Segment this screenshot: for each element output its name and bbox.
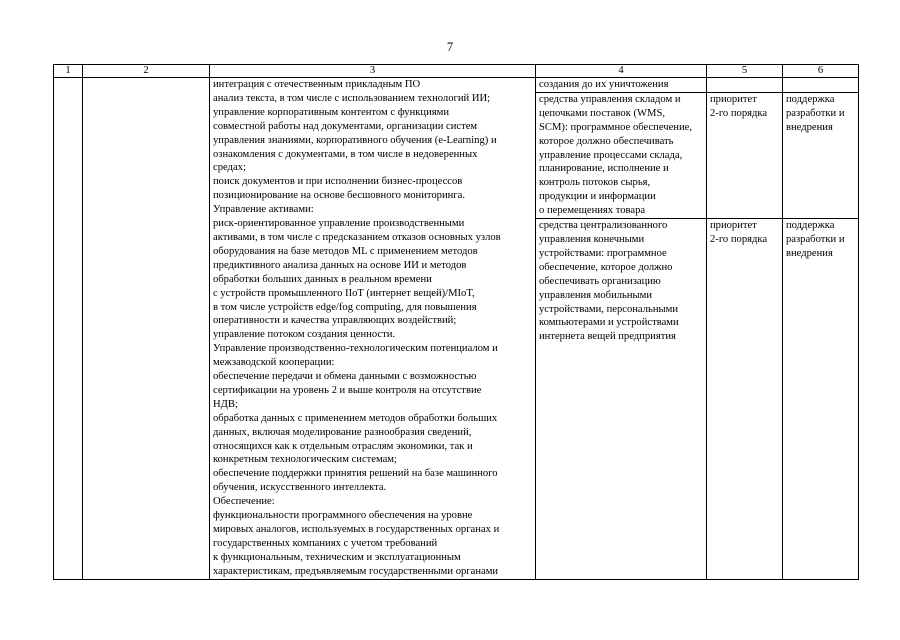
text-line: компьютерами и устройствами bbox=[539, 317, 679, 329]
text-line: предиктивного анализа данных на основе ИИ и методов bbox=[213, 259, 467, 271]
text-line: цепочками поставок (WMS, bbox=[539, 107, 666, 119]
table-row bbox=[54, 78, 859, 93]
text-line: поиск документов и при исполнении бизнес-процессов bbox=[213, 176, 463, 188]
text-line: приоритет bbox=[710, 220, 757, 232]
col4-continued-lines bbox=[539, 78, 703, 92]
cell-col4-mdm bbox=[536, 219, 707, 580]
cell-col3-description bbox=[210, 78, 536, 580]
cell-col6-continued bbox=[783, 78, 859, 93]
text-line: анализ текста, в том числе с использованием технологий ИИ; bbox=[213, 92, 491, 104]
column-header-3: 3 bbox=[210, 65, 536, 78]
text-line: контроль потоков сырья, bbox=[539, 177, 651, 189]
support-lines bbox=[786, 219, 855, 261]
priority-lines bbox=[710, 93, 779, 121]
text-line: обеспечение, которое должно bbox=[539, 261, 673, 273]
text-line: обеспечение поддержки принятия решений на базе машинного bbox=[213, 468, 498, 480]
wms-scm-lines bbox=[539, 93, 703, 218]
column-header-5: 5 bbox=[707, 65, 783, 78]
text-line: которое должно обеспечивать bbox=[539, 135, 674, 147]
support-lines bbox=[786, 93, 855, 135]
text-line: поддержка bbox=[786, 220, 835, 232]
cell-col4-wms bbox=[536, 92, 707, 218]
cell-col5-continued bbox=[707, 78, 783, 93]
text-line: обработки больших данных в реальном времени bbox=[213, 273, 432, 285]
cell-col4-continued bbox=[536, 78, 707, 93]
text-line: управления конечными bbox=[539, 233, 645, 245]
text-line: обучения, искусственного интеллекта. bbox=[213, 482, 387, 494]
priority-lines bbox=[710, 219, 779, 247]
text-line: функциональности программного обеспечения на уровне bbox=[213, 510, 473, 522]
text-line: 2-го порядка bbox=[710, 107, 768, 119]
text-line: средства централизованного bbox=[539, 220, 668, 232]
text-line: государственных компаниях с учетом требований bbox=[213, 537, 438, 549]
cell-col2 bbox=[83, 78, 210, 580]
text-line: средах; bbox=[213, 162, 246, 174]
text-line: мировых аналогов, используемых в государственных органах и bbox=[213, 524, 500, 535]
text-line: данных, включая моделирование разнообразия сведений, bbox=[213, 426, 472, 438]
text-line: управления мобильными bbox=[539, 289, 653, 301]
text-line: Обеспечение: bbox=[213, 496, 275, 508]
text-line: устройствами, персональными bbox=[539, 303, 678, 315]
text-line: приоритет bbox=[710, 93, 757, 105]
text-line: управление потоком создания ценности. bbox=[213, 329, 396, 341]
cell-col1 bbox=[54, 78, 83, 580]
text-line: управление корпоративным контентом с функциями bbox=[213, 106, 449, 118]
text-line: риск-ориентированное управление производственными bbox=[213, 218, 465, 230]
description-lines bbox=[213, 78, 532, 579]
text-line: Управление активами: bbox=[213, 204, 314, 216]
text-line: оборудования на базе методов ML с применением методов bbox=[213, 245, 478, 257]
cell-col6-support bbox=[783, 219, 859, 580]
text-line: планирование, исполнение и bbox=[539, 163, 669, 175]
text-line: управления знаниями, корпоративного обучения (e-Learning) и bbox=[213, 134, 497, 146]
page-number: 7 bbox=[446, 40, 454, 54]
text-line: в том числе устройств edge/fog computing, для повышения bbox=[213, 301, 477, 313]
text-line: продукции и информации bbox=[539, 191, 656, 203]
text-line: создания до их уничтожения bbox=[539, 79, 669, 90]
text-line: относящихся как к отдельным отраслям экономики, так и bbox=[213, 440, 473, 452]
text-line: обработка данных с применением методов обработки больших bbox=[213, 412, 498, 424]
text-line: о перемещениях товара bbox=[539, 205, 646, 217]
text-line: к функциональным, техническим и эксплуатационным bbox=[213, 551, 461, 563]
text-line: НДВ; bbox=[213, 398, 238, 410]
text-line: активами, в том числе с предсказанием отказов основных узлов bbox=[213, 231, 501, 243]
text-line: 2-го порядка bbox=[710, 233, 768, 245]
cell-col6-support bbox=[783, 92, 859, 218]
text-line: SCM): программное обеспечение, bbox=[539, 121, 692, 133]
text-line: внедрения bbox=[786, 247, 833, 259]
cell-col5-priority bbox=[707, 92, 783, 218]
text-line: обеспечивать организацию bbox=[539, 275, 661, 287]
column-header-4: 4 bbox=[536, 65, 707, 78]
text-line: конкретным технологическим системам; bbox=[213, 454, 397, 466]
text-line: оперативности и качества управляющих воздействий; bbox=[213, 315, 457, 327]
text-line: средства управления складом и bbox=[539, 93, 681, 105]
text-line: позиционирование на основе бесшовного мониторинга. bbox=[213, 190, 466, 202]
cell-col5-priority bbox=[707, 219, 783, 580]
text-line: устройствами: программное bbox=[539, 247, 667, 259]
text-line: совместной работы над документами, организации систем bbox=[213, 120, 478, 132]
text-line: Управление производственно-технологическим потенциалом и bbox=[213, 343, 498, 355]
text-line: обеспечение передачи и обмена данными с возможностью bbox=[213, 371, 477, 383]
text-line: характеристикам, предъявляемым государственными органами bbox=[213, 565, 499, 577]
text-line: внедрения bbox=[786, 121, 833, 133]
endpoint-management-lines bbox=[539, 219, 703, 344]
column-header-1: 1 bbox=[54, 65, 83, 78]
column-header-2: 2 bbox=[83, 65, 210, 78]
text-line: межзаводской кооперации: bbox=[213, 357, 335, 369]
text-line: разработки и bbox=[786, 233, 845, 245]
text-line: поддержка bbox=[786, 93, 835, 105]
text-line: управление процессами склада, bbox=[539, 149, 683, 161]
text-line: разработки и bbox=[786, 107, 845, 119]
table-header-row bbox=[54, 65, 859, 78]
document-table bbox=[53, 64, 859, 580]
text-line: сертификации на уровень 2 и выше контроля на отсутствие bbox=[213, 384, 482, 396]
text-line: ознакомления с документами, в том числе в недоверенных bbox=[213, 148, 478, 160]
text-line: интеграция с отечественным прикладным ПО bbox=[213, 79, 421, 90]
text-line: интернета вещей предприятия bbox=[539, 331, 676, 343]
column-header-6: 6 bbox=[783, 65, 859, 78]
text-line: с устройств промышленного IIoT (интернет вещей)/MIoT, bbox=[213, 287, 475, 299]
